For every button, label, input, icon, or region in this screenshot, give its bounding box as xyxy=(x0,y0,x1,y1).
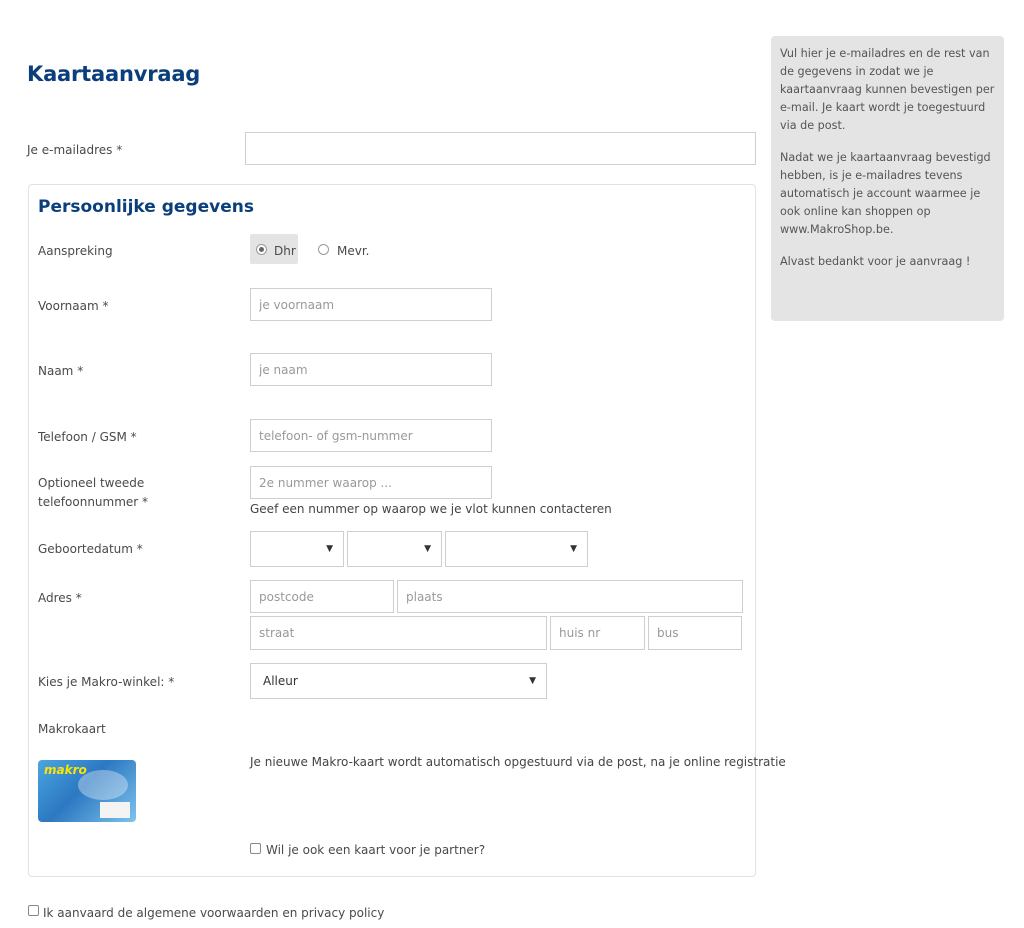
partner-card-label: Wil je ook een kaart voor je partner? xyxy=(266,843,486,857)
phone2-label-line1: Optioneel tweede xyxy=(38,476,145,490)
housenr-input[interactable] xyxy=(550,616,645,650)
sidebar-paragraph-3: Alvast bedankt voor je aanvraag ! xyxy=(780,255,971,268)
birthdate-day-select[interactable] xyxy=(250,531,344,567)
store-label: Kies je Makro-winkel: * xyxy=(38,675,175,689)
phone-input[interactable] xyxy=(250,419,492,452)
firstname-label: Voornaam * xyxy=(38,299,109,313)
postcode-input[interactable] xyxy=(250,580,394,613)
lastname-label: Naam * xyxy=(38,364,84,378)
chevron-down-icon: ▼ xyxy=(424,544,431,554)
birthdate-year-select[interactable] xyxy=(445,531,588,567)
partner-card-checkbox[interactable] xyxy=(250,843,261,854)
street-input[interactable] xyxy=(250,616,547,650)
sidebar-paragraph-1: Vul hier je e-mailadres en de rest van de gegevens in zodat we je kaartaanvraag kunnen bevestigen per e-mail. Je kaart wordt je toegestuurd via de post. xyxy=(780,47,995,132)
city-input[interactable] xyxy=(397,580,743,613)
card-label-strip xyxy=(100,802,130,818)
salutation-label: Aanspreking xyxy=(38,244,113,258)
phone2-input[interactable] xyxy=(250,466,492,499)
radio-dhr-label: Dhr xyxy=(274,244,296,258)
lastname-input[interactable] xyxy=(250,353,492,386)
store-select[interactable] xyxy=(250,663,547,699)
birthdate-month-select[interactable] xyxy=(347,531,442,567)
info-sidebar xyxy=(771,36,1004,321)
makro-logo: makro xyxy=(44,763,87,777)
page-title: Kaartaanvraag xyxy=(27,62,201,86)
chevron-down-icon: ▼ xyxy=(570,544,577,554)
address-label: Adres * xyxy=(38,591,82,605)
makro-card-image xyxy=(38,760,136,822)
store-select-value: Alleur xyxy=(263,674,298,688)
radio-mevr[interactable] xyxy=(318,244,329,255)
sidebar-paragraph-2: Nadat we je kaartaanvraag bevestigd hebben, is je e-mailadres tevens automatisch je account waarmee je ook online kan shoppen op www.MakroShop.be. xyxy=(780,151,991,236)
radio-mevr-label: Mevr. xyxy=(337,244,370,258)
phone-label: Telefoon / GSM * xyxy=(38,430,137,444)
section-title: Persoonlijke gegevens xyxy=(38,197,254,217)
birthdate-label: Geboortedatum * xyxy=(38,542,143,556)
chevron-down-icon: ▼ xyxy=(326,544,333,554)
email-input[interactable] xyxy=(245,132,756,165)
terms-checkbox[interactable] xyxy=(28,905,39,916)
chevron-down-icon: ▼ xyxy=(529,676,536,686)
card-info-text: Je nieuwe Makro-kaart wordt automatisch opgestuurd via de post, na je online registratie xyxy=(250,755,786,769)
radio-dhr[interactable] xyxy=(256,244,267,255)
firstname-input[interactable] xyxy=(250,288,492,321)
makro-card-label: Makrokaart xyxy=(38,722,106,736)
bus-input[interactable] xyxy=(648,616,742,650)
email-label: Je e-mailadres * xyxy=(27,143,123,157)
phone2-hint: Geef een nummer op waarop we je vlot kunnen contacteren xyxy=(250,502,612,516)
phone2-label-line2: telefoonnummer * xyxy=(38,495,149,509)
terms-label: Ik aanvaard de algemene voorwaarden en privacy policy xyxy=(43,906,385,920)
